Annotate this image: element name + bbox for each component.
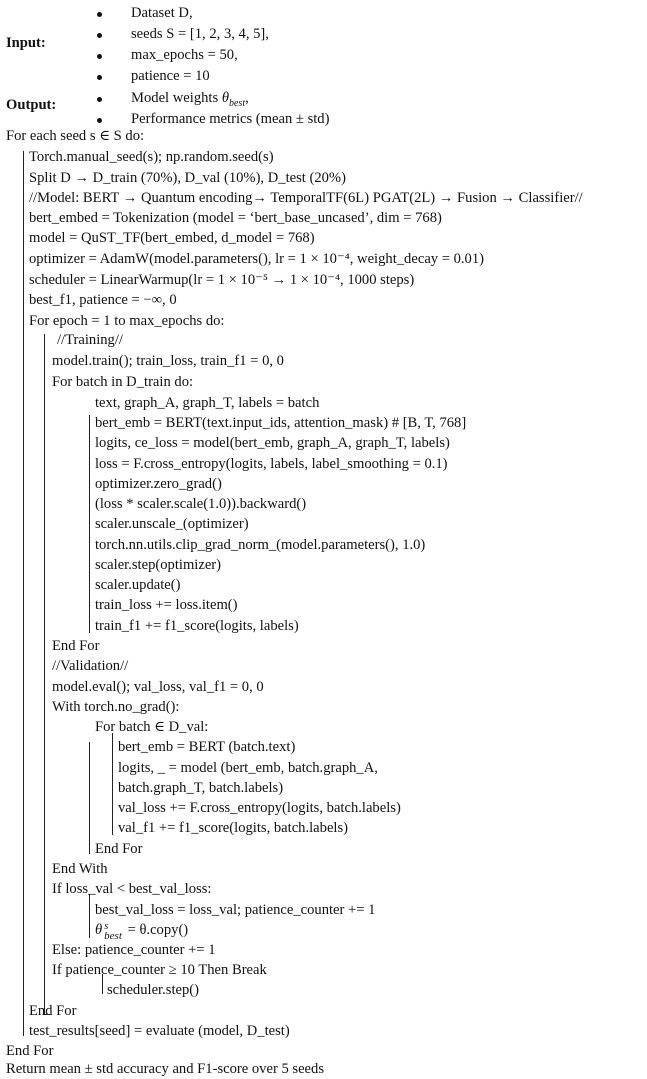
algo-line: With torch.no_grad(): bbox=[52, 699, 180, 715]
algo-line: scaler.unscale_(optimizer) bbox=[95, 516, 249, 532]
algo-line: bert_emb = BERT(text.input_ids, attention_mask) # [B, T, 768] bbox=[95, 415, 467, 431]
algo-line: val_loss += F.cross_entropy(logits, batch.labels) bbox=[118, 800, 401, 816]
algo-line: train_f1 += f1_score(logits, labels) bbox=[95, 618, 299, 634]
algo-line: End For bbox=[29, 1003, 77, 1019]
algo-line: bert_emb = BERT (batch.text) bbox=[118, 739, 296, 755]
theta-sub: best bbox=[228, 97, 246, 109]
algo-line: model.train(); train_loss, train_f1 = 0, 0 bbox=[52, 353, 284, 369]
algo-line: End For bbox=[52, 638, 100, 654]
algo-line: scheduler.step() bbox=[107, 982, 199, 998]
indent-guide-with bbox=[89, 742, 90, 854]
algo-line: //Validation// bbox=[52, 658, 129, 674]
bullet-icon bbox=[97, 75, 102, 80]
algo-line: scheduler = LinearWarmup(lr = 1 × 10⁻⁵ → 1 × 10⁻⁴, 1000 steps) bbox=[29, 272, 415, 288]
theta-sup: s bbox=[104, 919, 109, 932]
algo-line: val_f1 += f1_score(logits, batch.labels) bbox=[118, 820, 349, 836]
input-item: Dataset D, bbox=[131, 5, 193, 21]
algo-line: End For bbox=[95, 841, 143, 857]
output-item-weights bbox=[131, 88, 249, 108]
indent-guide-epoch-loop bbox=[44, 334, 45, 1014]
bullet-icon bbox=[97, 54, 102, 59]
input-item: seeds S = [1, 2, 3, 4, 5], bbox=[131, 26, 269, 42]
theta-sub: best bbox=[104, 929, 122, 942]
algo-line: Split D → D_train (70%), D_val (10%), D_test (20%) bbox=[29, 170, 346, 186]
algo-line: scaler.step(optimizer) bbox=[95, 557, 222, 573]
algo-line: loss = F.cross_entropy(logits, labels, label_smoothing = 0.1) bbox=[95, 456, 448, 472]
algo-line: (loss * scaler.scale(1.0)).backward() bbox=[95, 496, 307, 512]
bullet-icon bbox=[97, 33, 102, 38]
weights-suffix: , bbox=[245, 90, 249, 106]
input-label: Input: bbox=[6, 35, 46, 51]
algo-line: Else: patience_counter += 1 bbox=[52, 942, 216, 958]
algo-line: optimizer = AdamW(model.parameters(), lr = 1 × 10⁻⁴, weight_decay = 0.01) bbox=[29, 251, 485, 267]
indent-guide-val-batch bbox=[112, 733, 113, 835]
algo-line: test_results[seed] = evaluate (model, D_test) bbox=[29, 1023, 290, 1039]
algo-line: batch.graph_T, batch.labels) bbox=[118, 780, 284, 796]
indent-guide-train-batch bbox=[89, 415, 90, 633]
indent-guide-seed-loop bbox=[23, 151, 24, 1036]
output-item-metrics: Performance metrics (mean ± std) bbox=[131, 111, 330, 127]
algo-line: //Model: BERT → Quantum encoding→ TemporalTF(6L) PGAT(2L) → Fusion → Classifier// bbox=[29, 190, 583, 206]
output-weights-prefix: Model weights bbox=[131, 90, 219, 106]
algo-line: model.eval(); val_loss, val_f1 = 0, 0 bbox=[52, 679, 264, 695]
algo-line: Torch.manual_seed(s); np.random.seed(s) bbox=[29, 149, 274, 165]
algo-line: logits, _ = model (bert_emb, batch.graph_A, bbox=[118, 760, 378, 776]
theta-symbol: θ bbox=[95, 922, 103, 938]
algo-line: best_f1, patience = −∞, 0 bbox=[29, 292, 177, 308]
theta-best-symbol bbox=[221, 90, 246, 109]
algo-line: bert_embed = Tokenization (model = ‘bert_base_uncased’, dim = 768) bbox=[29, 210, 442, 226]
algo-line: train_loss += loss.item() bbox=[95, 597, 238, 613]
bullet-icon bbox=[97, 118, 102, 123]
algo-line: End For bbox=[6, 1043, 54, 1059]
algo-line-theta-copy bbox=[95, 920, 188, 941]
algo-line: For batch in D_train do: bbox=[52, 374, 194, 390]
theta-best-seed bbox=[104, 921, 122, 941]
output-label: Output: bbox=[6, 97, 57, 113]
bullet-icon bbox=[97, 97, 102, 102]
algo-line: For each seed s ∈ S do: bbox=[6, 128, 145, 144]
theta-copy-text: = θ.copy() bbox=[127, 922, 189, 938]
bullet-icon bbox=[97, 12, 102, 17]
algo-line: logits, ce_loss = model(bert_emb, graph_A, graph_T, labels) bbox=[95, 435, 450, 451]
algo-line: //Training// bbox=[57, 332, 123, 348]
indent-guide-if bbox=[89, 894, 90, 938]
input-item: max_epochs = 50, bbox=[131, 47, 238, 63]
algo-line: torch.nn.utils.clip_grad_norm_(model.parameters(), 1.0) bbox=[95, 537, 426, 553]
algo-line: For batch ∈ D_val: bbox=[95, 719, 209, 735]
algo-line: End With bbox=[52, 861, 108, 877]
algo-line: model = QuST_TF(bert_embed, d_model = 768) bbox=[29, 230, 315, 246]
theta-symbol: θ bbox=[221, 90, 229, 106]
algo-line: best_val_loss = loss_val; patience_counter += 1 bbox=[95, 902, 376, 918]
algo-line: If patience_counter ≥ 10 Then Break bbox=[52, 962, 267, 978]
algo-line: If loss_val < best_val_loss: bbox=[52, 881, 212, 897]
algo-line: For epoch = 1 to max_epochs do: bbox=[29, 313, 225, 329]
algo-line: text, graph_A, graph_T, labels = batch bbox=[95, 395, 320, 411]
algo-line: scaler.update() bbox=[95, 577, 181, 593]
input-item: patience = 10 bbox=[131, 68, 210, 84]
algo-line: optimizer.zero_grad() bbox=[95, 476, 222, 492]
algo-line: Return mean ± std accuracy and F1-score over 5 seeds bbox=[6, 1061, 325, 1077]
